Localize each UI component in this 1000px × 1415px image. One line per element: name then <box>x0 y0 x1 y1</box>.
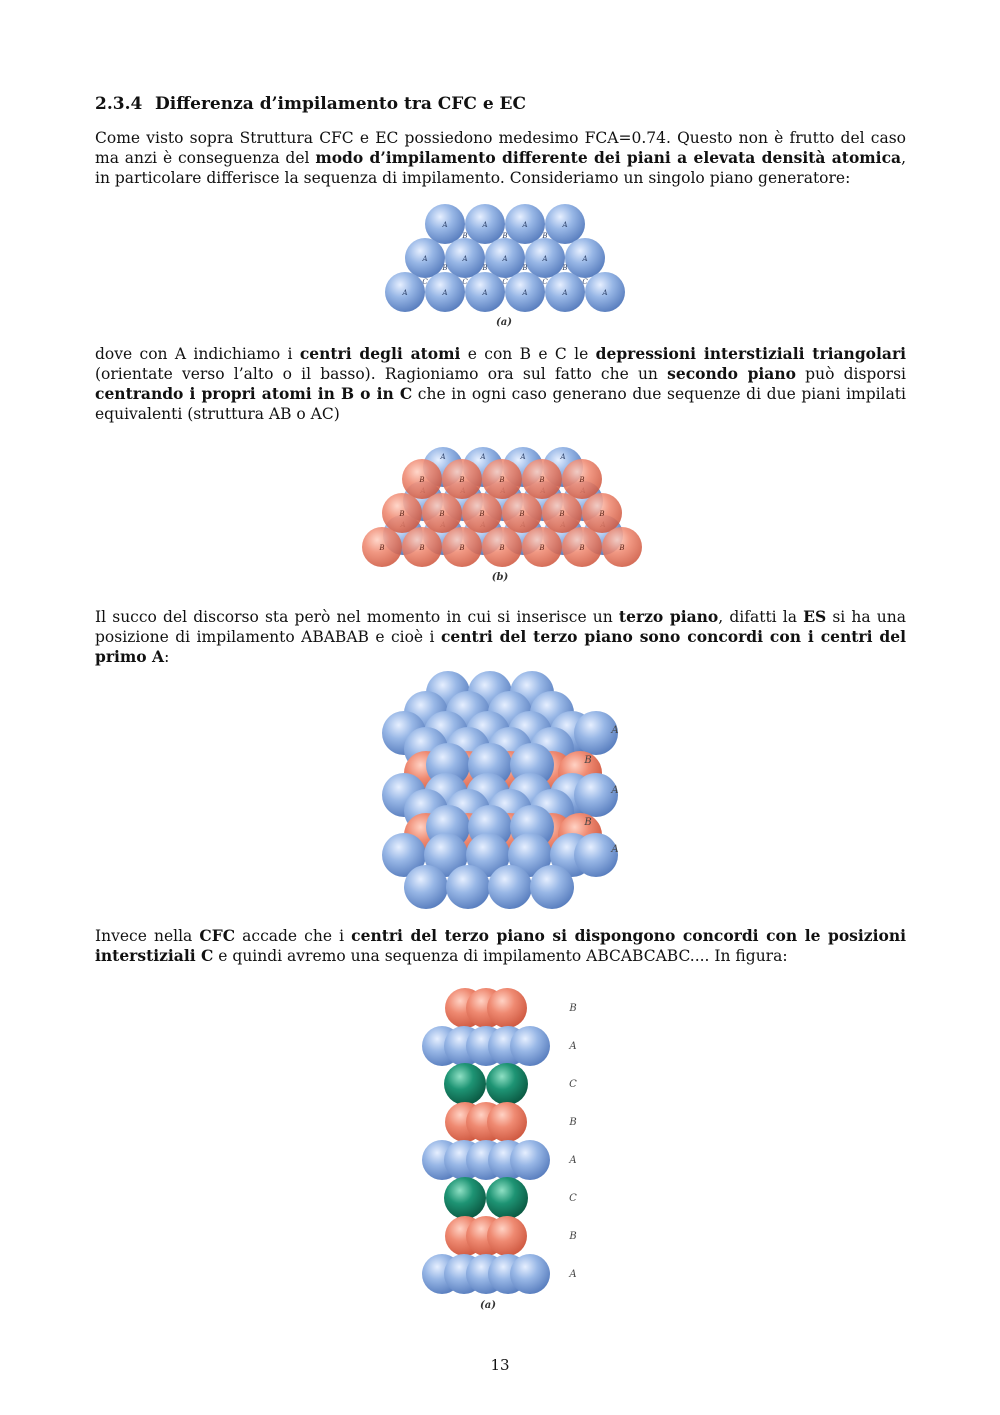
atom-b <box>487 1216 527 1256</box>
layer-label: B <box>569 1231 577 1242</box>
atom-label-b: B <box>579 476 585 484</box>
section-title: Differenza d’impilamento tra CFC e EC <box>155 94 527 114</box>
atom-a <box>510 1026 550 1066</box>
bold-text: modo d’impilamento differente dei piani a elevata densità atomica <box>315 148 902 167</box>
atom-a <box>574 833 618 877</box>
bold-text: centrando i propri atomi in B o in C <box>95 384 413 403</box>
layer-label: C <box>569 1079 577 1090</box>
interstice-label-c: C <box>542 278 548 286</box>
layer-label: A <box>611 725 619 736</box>
atom-label-b: B <box>499 476 505 484</box>
atom-label-a: A <box>440 453 446 461</box>
paragraph-4 <box>95 926 906 966</box>
text: dove con A indichiamo i <box>95 345 300 363</box>
atom-label-a: A <box>602 289 608 297</box>
atom-a <box>446 865 490 909</box>
figure-two-planes <box>355 445 650 585</box>
paragraph-3 <box>95 607 906 667</box>
section-number: 2.3.4 <box>95 94 143 114</box>
atom-label-b: B <box>599 510 605 518</box>
layer-label: A <box>569 1155 577 1166</box>
atom-label-a: A <box>480 453 486 461</box>
atom-label-b: B <box>379 544 385 552</box>
atom-label-a: A <box>562 289 568 297</box>
layer-label: A <box>569 1269 577 1280</box>
page-number: 13 <box>490 1356 510 1374</box>
atom-label-b: B <box>419 476 425 484</box>
atom-c <box>444 1177 486 1219</box>
atom-b <box>487 988 527 1028</box>
interstice-label-b: B <box>482 264 488 272</box>
atom-label-a: A <box>582 255 588 263</box>
atom-label-a: A <box>560 453 566 461</box>
atom-label-b: B <box>499 544 505 552</box>
atom-label-b: B <box>479 510 485 518</box>
interstice-label-b: B <box>442 264 448 272</box>
atom-label-b: B <box>539 476 545 484</box>
atom-label-a: A <box>502 255 508 263</box>
atom-label-b: B <box>419 544 425 552</box>
interstice-label-c: C <box>422 278 428 286</box>
interstice-label-c: C <box>462 278 468 286</box>
layer-label: A <box>611 844 619 855</box>
bold-text: centri del terzo piano si dispongono concordi con le posizioni interstiziali C <box>95 926 906 965</box>
interstice-label-c: C <box>582 278 588 286</box>
layer-label: C <box>569 1193 577 1204</box>
text: Come visto sopra Struttura CFC e EC possiedono medesimo FCA=0.74. Questo non è frutto del caso ma anzi è conseguenza del <box>95 129 906 167</box>
atom-label-a: A <box>482 289 488 297</box>
text: (orientate verso l’alto o il basso). Ragioniamo ora sul fatto che un <box>95 365 668 383</box>
atom-label-b: B <box>459 544 465 552</box>
atom-label-a: A <box>442 289 448 297</box>
bold-text: terzo piano <box>618 607 719 626</box>
layer-label: A <box>611 785 619 796</box>
atom-label-a: A <box>522 289 528 297</box>
paragraph-1 <box>95 128 906 188</box>
text: accade che i <box>235 927 352 945</box>
text: si ha una posizione di impilamento ABABAB e cioè i <box>95 608 906 646</box>
atom-label-a: A <box>542 255 548 263</box>
interstice-label-b: B <box>502 232 508 240</box>
bold-text: centri degli atomi <box>299 344 461 363</box>
layer-label: B <box>569 1003 577 1014</box>
atom-a <box>530 865 574 909</box>
layer-label: B <box>584 817 592 828</box>
atom-label-b: B <box>459 476 465 484</box>
layer-label: B <box>569 1117 577 1128</box>
atom-label-b: B <box>619 544 625 552</box>
paragraph-2 <box>95 344 906 424</box>
text: e con B e C le <box>460 345 596 363</box>
atom-b <box>487 1102 527 1142</box>
interstice-label-b: B <box>562 264 568 272</box>
atom-label-b: B <box>559 510 565 518</box>
section-heading <box>95 94 526 114</box>
bold-text: ES <box>803 607 827 626</box>
atom-a <box>404 865 448 909</box>
text: , difatti la <box>718 608 804 626</box>
atom-label-a: A <box>402 289 408 297</box>
interstice-label-b: B <box>522 264 528 272</box>
figure-caption: (b) <box>491 572 509 583</box>
figure-caption: (a) <box>496 317 512 328</box>
atom-label-b: B <box>519 510 525 518</box>
text: Invece nella <box>95 927 200 945</box>
atom-a <box>510 1140 550 1180</box>
interstice-label-b: B <box>462 232 468 240</box>
atom-c <box>444 1063 486 1105</box>
atom-c <box>486 1177 528 1219</box>
atom-label-a: A <box>522 221 528 229</box>
bold-text: depressioni interstiziali triangolari <box>595 344 906 363</box>
bold-text: secondo piano <box>667 364 796 383</box>
text: può disporsi <box>795 365 906 383</box>
atom-label-a: A <box>482 221 488 229</box>
atom-a <box>510 1254 550 1294</box>
layer-label: B <box>584 755 592 766</box>
text: e quindi avremo una sequenza di impilamento ABCABCABC.... In figura: <box>213 947 788 965</box>
figure-single-plane <box>380 200 630 335</box>
atom-label-b: B <box>539 544 545 552</box>
atom-label-b: B <box>579 544 585 552</box>
layer-label: A <box>569 1041 577 1052</box>
interstice-label-c: C <box>502 278 508 286</box>
atom-label-a: A <box>422 255 428 263</box>
atom-label-a: A <box>562 221 568 229</box>
text: : <box>164 648 170 666</box>
figure-abc-stacking <box>410 980 610 1320</box>
atom-label-b: B <box>439 510 445 518</box>
atom-label-a: A <box>462 255 468 263</box>
text: che in ogni caso generano due sequenze di due piani impilati equivalenti (struttura AB o AC) <box>95 385 906 423</box>
atom-label-b: B <box>399 510 405 518</box>
figure-caption: (a) <box>480 1300 496 1311</box>
atom-label-a: A <box>442 221 448 229</box>
figure-abab-stacking <box>370 665 630 915</box>
text: , in particolare differisce la sequenza di impilamento. Consideriamo un singolo piano generatore: <box>95 149 906 187</box>
bold-text: centri del terzo piano sono concordi con i centri del primo A <box>95 627 906 666</box>
interstice-label-b: B <box>542 232 548 240</box>
text: Il succo del discorso sta però nel momento in cui si inserisce un <box>95 608 619 626</box>
atom-c <box>486 1063 528 1105</box>
bold-text: CFC <box>199 926 236 945</box>
atom-label-a: A <box>520 453 526 461</box>
atom-a <box>488 865 532 909</box>
